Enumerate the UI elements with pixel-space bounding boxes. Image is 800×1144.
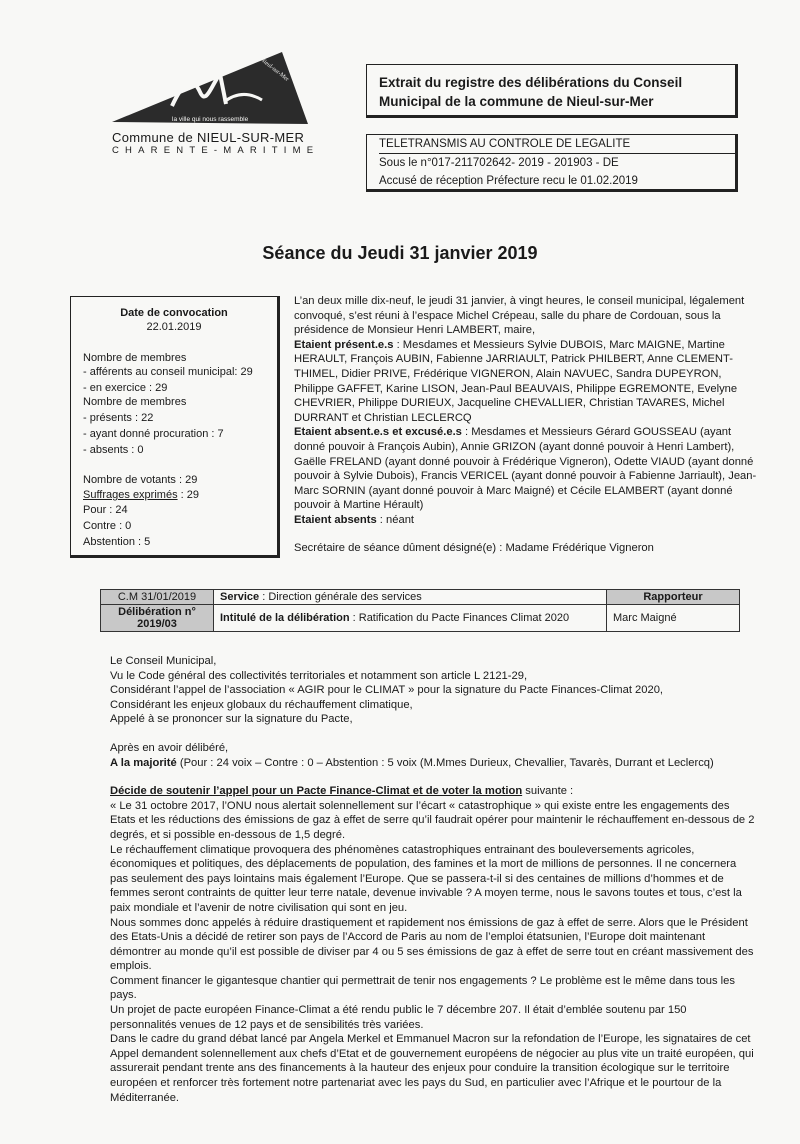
- commune-logo: [112, 44, 312, 124]
- motion-paragraph: Dans le cadre du grand débat lancé par Angela Merkel et Emmanuel Macron sur la refondation de l’Europe, les signataires de cet Appel demandent solennellement aux chefs d’Etat et de gouvernement européens de négocier au plus vite un traité européen, qui assurerait pendant trente ans des financements à la hauteur des enjeux pour conduire la transition écologique sur le territoire européen et renforcer très fortement notre partenariat avec les pays du Sud, en particulier avec l’Afrique et le pourtour de la Méditerranée.: [110, 1033, 754, 1104]
- seance-title: Séance du Jeudi 31 janvier 2019: [262, 243, 538, 263]
- convocation-box: [70, 296, 280, 558]
- teletransmission-number: Sous le n°017-211702642- 2019 - 201903 - DE: [379, 157, 619, 169]
- deliberation-body: [110, 654, 755, 1105]
- members-procuration: - ayant donné procuration : 7: [83, 428, 224, 440]
- table-rapporteur-value: Marc Maigné: [607, 605, 740, 632]
- intro-presents: Etaient présent.e.s : Mesdames et Messieurs Sylvie DUBOIS, Marc MAIGNE, Martine HERAULT, François AUBIN, Fabienne JARRIAULT, Patrick PHILBERT, Anne CLEMENT-THIMEL, Didier PRIVE, Frédérique VIGNERON, Alain NAVUEC, Sandra DUPEYRON, Philippe GAFFET, Karine LISON, Jean-Paul BEAUVAIS, Philippe EGREMONTE, Evelyne CHEVRIER, Philippe DURIEUX, Jacqueline CHEVALLIER, Christian TAVARES, Michel DURRANT et Christian LECLERCQ: [294, 338, 738, 424]
- intro-opening: L’an deux mille dix-neuf, le jeudi 31 janvier, à vingt heures, le conseil municipal, légalement convoqué, s’est réuni à l’espace Michel Crépeau, salle du phare de Cordouan, sous la présidence de Monsieur Henri LAMBERT, maire,: [294, 295, 745, 337]
- table-cm-date: C.M 31/01/2019: [101, 590, 214, 605]
- majorite-line: A la majorité (Pour : 24 voix – Contre : 0 – Abstention : 5 voix (M.Mmes Durieux, Chevallier, Tavarès, Durrant et Leclercq): [110, 756, 714, 769]
- vote-pour: Pour : 24: [83, 504, 128, 516]
- teletransmission-box: [366, 134, 738, 192]
- table-delib-number: Délibération n° 2019/03: [101, 605, 214, 632]
- teletransmission-title: TELETRANSMIS AU CONTROLE DE LEGALITE: [379, 138, 631, 150]
- secretaire-seance: Secrétaire de séance dûment désigné(e) : Madame Frédérique Vigneron: [294, 542, 654, 554]
- body-line: Appelé à se prononcer sur la signature du Pacte,: [110, 713, 353, 726]
- vote-abstention: Abstention : 5: [83, 536, 151, 548]
- teletransmission-receipt: Accusé de réception Préfecture recu le 01.02.2019: [379, 175, 638, 187]
- extract-header-box: [366, 64, 738, 118]
- convocation-date: 22.01.2019: [146, 321, 202, 333]
- body-line: Après en avoir délibéré,: [110, 741, 229, 754]
- motion-paragraph: Nous sommes donc appelés à réduire drastiquement et rapidement nos émissions de gaz à effet de serre. Alors que le Président des Etats-Unis a décidé de retirer son pays de l’Accord de Paris au nom de l’emploi étatsunien, l’Europe doit maintenant démontrer au monde qu’il est possible de diviser par 4 ou 5 ses émissions de gaz à effet de serre tout en créant massivement des emplois.: [110, 916, 754, 973]
- table-service: Service : Direction générale des services: [214, 590, 607, 605]
- logo-slogan: la ville qui nous rassemble: [172, 116, 249, 123]
- deliberation-table: [100, 589, 740, 632]
- extract-line-1: Extrait du registre des délibérations du Conseil: [379, 75, 683, 90]
- motion-paragraph: Comment financer le gigantesque chantier qui permettrait de tenir nos engagements ? Le problème est le même dans tous les pays.: [110, 974, 735, 1002]
- commune-name: Commune de NIEUL-SUR-MER: [112, 130, 305, 145]
- intro-absents-excuses: Etaient absent.e.s et excusé.e.s : Mesdames et Messieurs Gérard GOUSSEAU (ayant donné pouvoir à François Aubin), Annie GRIZON (ayant donné pouvoir à Henri Lambert), Gaëlle FRELAND (ayant donné pouvoir à Frédérique Vigneron), Odette VIAUD (ayant donné pouvoir à Sylvie Dubois), Francis VERICEL (ayant donné pouvoir à Fabienne Jarriault), Jean-Marc SORNIN (ayant donné pouvoir à Marc Maigné) et Cécile ELAMBERT (ayant donné pouvoir à Martine Hérault): [294, 426, 757, 512]
- members-label: Nombre de membres: [83, 352, 187, 364]
- decide-line: Décide de soutenir l’appel pour un Pacte Finance-Climat et de voter la motion suivante :: [110, 785, 574, 798]
- body-line: Le Conseil Municipal,: [110, 655, 217, 667]
- motion-paragraph: Le réchauffement climatique provoquera des phénomènes catastrophiques entrainant des bouleversements agricoles, économiques et politiques, des déplacements de population, des famines et la mort de millions de personnes. Il ne concernera pas seulement des pays lointains mais également l’Europe. Que se passera-t-il si des centaines de millions d’hommes et de femmes seront contraints de quitter leur terre natale, devenue invivable ? A moyen terme, nous le savons toutes et tous, c’est la paix mondiale et l’avenir de notre civilisation qui sont en jeu.: [110, 843, 742, 914]
- vote-contre: Contre : 0: [83, 520, 132, 532]
- suffrages-exprimes: Suffrages exprimés : 29: [83, 489, 199, 501]
- body-line: Vu le Code général des collectivités territoriales et notamment son article L 2121-29,: [110, 669, 528, 682]
- members-absents: - absents : 0: [83, 444, 144, 456]
- body-line: Considérant les enjeux globaux du réchauffement climatique,: [110, 698, 413, 711]
- intro-absents: Etaient absents : néant: [294, 513, 415, 526]
- table-intitule: Intitulé de la délibération : Ratification du Pacte Finances Climat 2020: [214, 605, 607, 632]
- extract-line-2: Municipal de la commune de Nieul-sur-Mer: [379, 94, 654, 109]
- members-label-2: Nombre de membres: [83, 396, 187, 408]
- members-presents: - présents : 22: [83, 412, 154, 424]
- votants-count: Nombre de votants : 29: [83, 474, 198, 486]
- table-rapporteur-label: Rapporteur: [607, 590, 740, 605]
- divider: [379, 153, 737, 154]
- logo-curve-text: Nieul-sur-Mer: [258, 56, 290, 83]
- motion-paragraph: « Le 31 octobre 2017, l’ONU nous alertait solennellement sur l’écart « catastrophique » qui existe entre les engagements des Etats et les réductions des émissions de gaz à effet de serre qu’il faudrait opérer pour maintenir le réchauffement en-dessous de 2 degrés, et si possible en-dessous de 1,5 degré.: [110, 799, 755, 841]
- session-intro: [294, 294, 764, 528]
- convocation-title: Date de convocation: [120, 307, 228, 319]
- motion-paragraph: Un projet de pacte européen Finance-Climat a été rendu public le 7 décembre 207. Il était d’emblée soutenu par 150 personnalités venues de 12 pays et de sensibilités très variées.: [110, 1004, 687, 1031]
- members-afferents: - afférents au conseil municipal: 29: [83, 366, 253, 378]
- members-en-exercice: - en exercice : 29: [83, 382, 168, 394]
- body-line: Considérant l’appel de l’association « AGIR pour le CLIMAT » pour la signature du Pacte Finances-Climat 2020,: [110, 684, 664, 697]
- commune-department: CHARENTE-MARITIME: [112, 145, 320, 156]
